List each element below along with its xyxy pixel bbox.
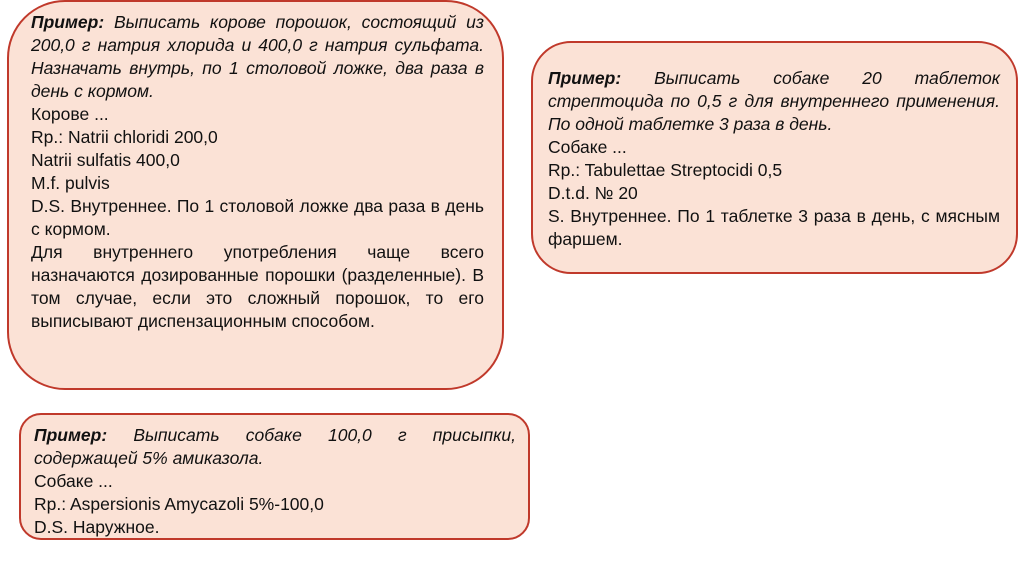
signa-line: S. Внутреннее. По 1 таблетке 3 раза в день, с мясным фаршем. (548, 206, 1000, 249)
example-label: Пример: (548, 68, 622, 88)
recipe-line: Natrii sulfatis 400,0 (31, 150, 180, 170)
prescription-box-cow-powder (7, 0, 504, 390)
signa-line: D.S. Внутреннее. По 1 столовой ложке два раза в день с кормом. (31, 196, 484, 239)
example-text: Выписать корове порошок, состоящий из 200,0 г натрия хлорида и 400,0 г натрия сульфата. Назначать внутрь, по 1 столовой ложке, два раза в день с кормом. (31, 12, 484, 101)
note-paragraph: Для внутреннего употребления чаще всего назначаются дозированные порошки (разделенные). В том случае, если это сложный порошок, то его выписывают диспензационным способом. (31, 242, 484, 331)
signa-line: D.S. Наружное. (34, 517, 160, 537)
example-paragraph (34, 424, 516, 470)
prescription-box-dog-tablets (531, 41, 1018, 274)
prescription-box-dog-powder (19, 413, 530, 540)
recipient-line: Собаке ... (34, 471, 113, 491)
recipient-line: Корове ... (31, 104, 109, 124)
example-label: Пример: (34, 425, 108, 445)
recipe-line: Rp.: Aspersionis Amycazoli 5%-100,0 (34, 494, 324, 514)
example-text: Выписать собаке 100,0 г присыпки, содержащей 5% амиказола. (34, 425, 516, 468)
recipient-line: Собаке ... (548, 137, 627, 157)
example-label: Пример: (31, 12, 105, 32)
recipe-line: M.f. pulvis (31, 173, 110, 193)
recipe-line: Rp.: Natrii chloridi 200,0 (31, 127, 218, 147)
recipe-line: D.t.d. № 20 (548, 183, 638, 203)
example-paragraph (548, 67, 1000, 136)
example-text: Выписать собаке 20 таблеток стрептоцида по 0,5 г для внутреннего применения. По одной таблетке 3 раза в день. (548, 68, 1000, 134)
example-paragraph (31, 11, 484, 103)
recipe-line: Rp.: Tabulettae Streptocidi 0,5 (548, 160, 783, 180)
